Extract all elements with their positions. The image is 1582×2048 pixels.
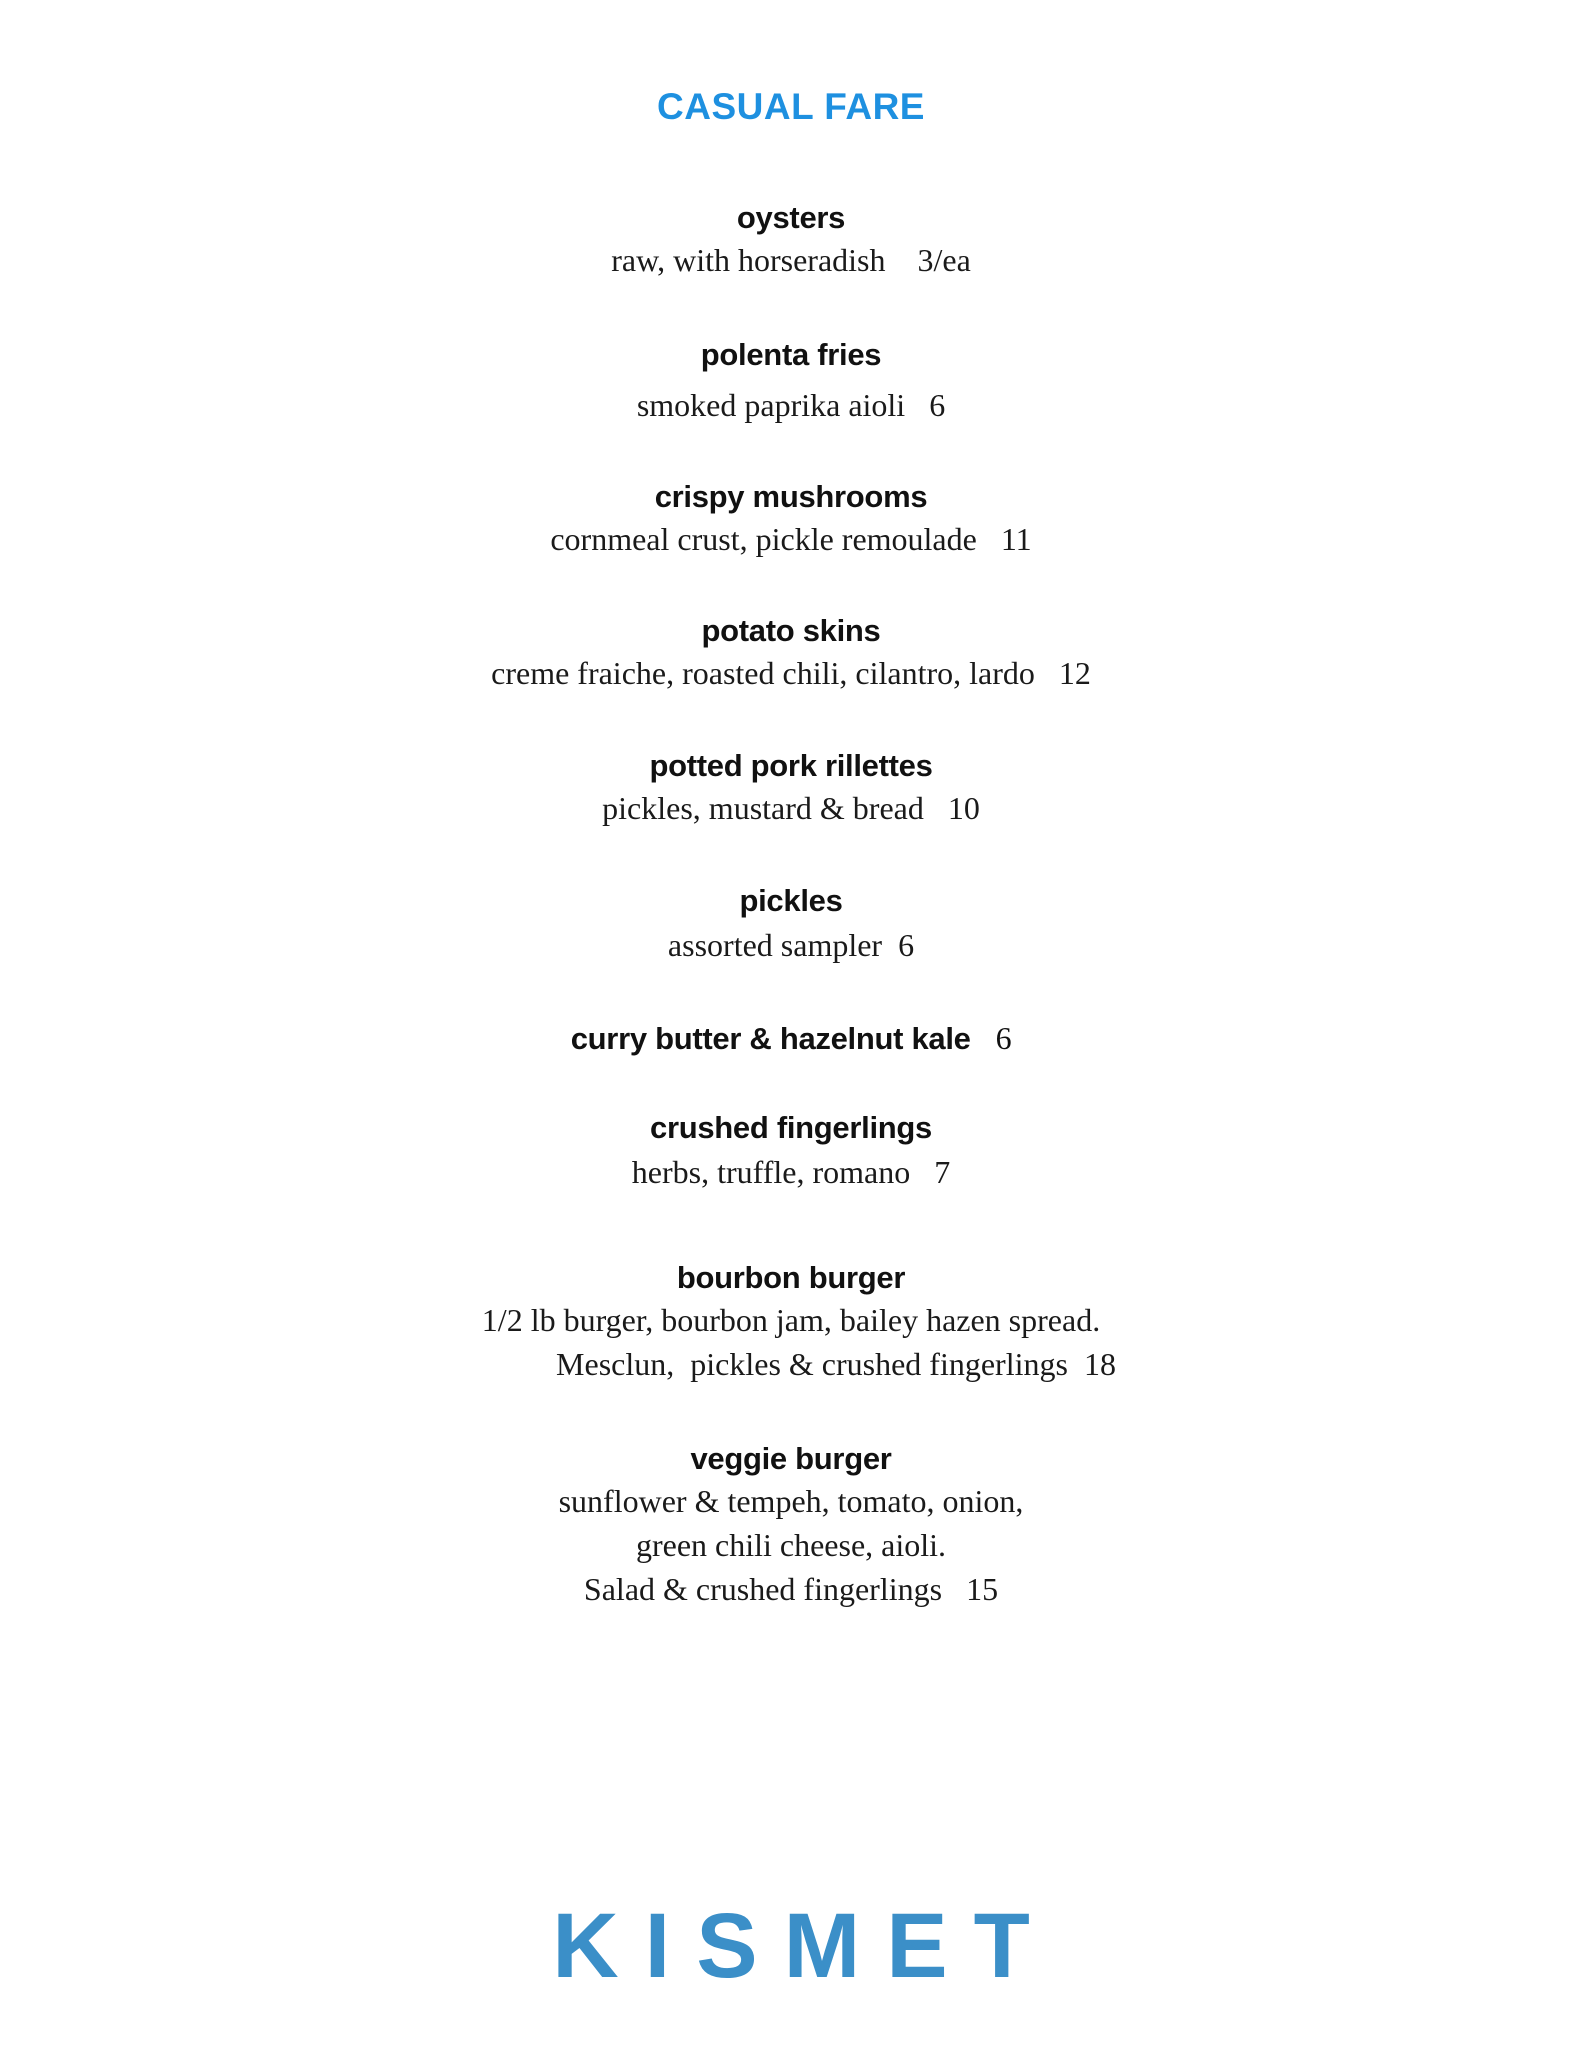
item-description	[0, 1342, 1582, 1386]
item-description	[0, 786, 1582, 830]
item-description-text: assorted sampler	[667, 927, 883, 963]
item-description	[0, 383, 1582, 427]
item-name: pickles	[739, 883, 843, 918]
item-description-text: Salad & crushed fingerlings	[583, 1571, 943, 1607]
item-price: 18	[1083, 1346, 1116, 1382]
item-name	[0, 1018, 1582, 1059]
item-description	[0, 1567, 1582, 1611]
menu-item-polenta-fries	[0, 335, 1582, 427]
section-title: CASUAL FARE	[657, 86, 925, 127]
item-description	[0, 651, 1582, 695]
menu-item-potted-pork-rillettes	[0, 746, 1582, 830]
item-price: 3/ea	[917, 242, 971, 278]
item-price: 6	[929, 387, 946, 423]
item-price: 15	[966, 1571, 999, 1607]
menu-item-curry-butter-hazelnut-kale	[0, 1018, 1582, 1059]
item-name: crushed fingerlings	[650, 1110, 932, 1145]
item-price: 12	[1058, 655, 1091, 691]
item-description-line: 1/2 lb burger, bourbon jam, bailey hazen spread.	[481, 1302, 1101, 1338]
item-price: 10	[947, 790, 980, 826]
item-name: polenta fries	[700, 337, 882, 372]
item-description-text: raw, with horseradish	[611, 242, 886, 278]
item-description-text: cornmeal crust, pickle remoulade	[550, 521, 977, 557]
brand-logo: KISMET	[552, 1895, 1056, 1997]
item-price: 6	[898, 927, 915, 963]
item-description	[0, 238, 1582, 282]
menu-item-crispy-mushrooms	[0, 477, 1582, 561]
item-description-text: pickles, mustard & bread	[602, 790, 924, 826]
item-price: 11	[1000, 521, 1032, 557]
item-description	[0, 517, 1582, 561]
item-name: potted pork rillettes	[649, 748, 933, 783]
item-name: oysters	[736, 200, 846, 235]
item-name: veggie burger	[690, 1441, 892, 1476]
item-description-text: smoked paprika aioli	[636, 387, 906, 423]
item-description-text: creme fraiche, roasted chili, cilantro, lardo	[491, 655, 1035, 691]
item-description-line: green chili cheese, aioli.	[635, 1527, 947, 1563]
item-description	[0, 923, 1582, 967]
item-name-text: curry butter & hazelnut kale	[570, 1021, 971, 1056]
item-description-text: Mesclun, pickles & crushed fingerlings	[556, 1346, 1068, 1382]
menu-item-oysters	[0, 198, 1582, 282]
menu-item-veggie-burger	[0, 1439, 1582, 1611]
item-name: potato skins	[701, 613, 881, 648]
menu-item-pickles	[0, 881, 1582, 967]
menu-item-crushed-fingerlings	[0, 1108, 1582, 1194]
item-name: crispy mushrooms	[654, 479, 928, 514]
item-name: bourbon burger	[676, 1260, 906, 1295]
menu-item-potato-skins	[0, 611, 1582, 695]
item-description	[0, 1150, 1582, 1194]
item-description-line: sunflower & tempeh, tomato, onion,	[558, 1483, 1024, 1519]
item-price: 6	[995, 1020, 1012, 1056]
item-description-text: herbs, truffle, romano	[631, 1154, 911, 1190]
item-price: 7	[934, 1154, 951, 1190]
menu-item-bourbon-burger	[0, 1258, 1582, 1386]
